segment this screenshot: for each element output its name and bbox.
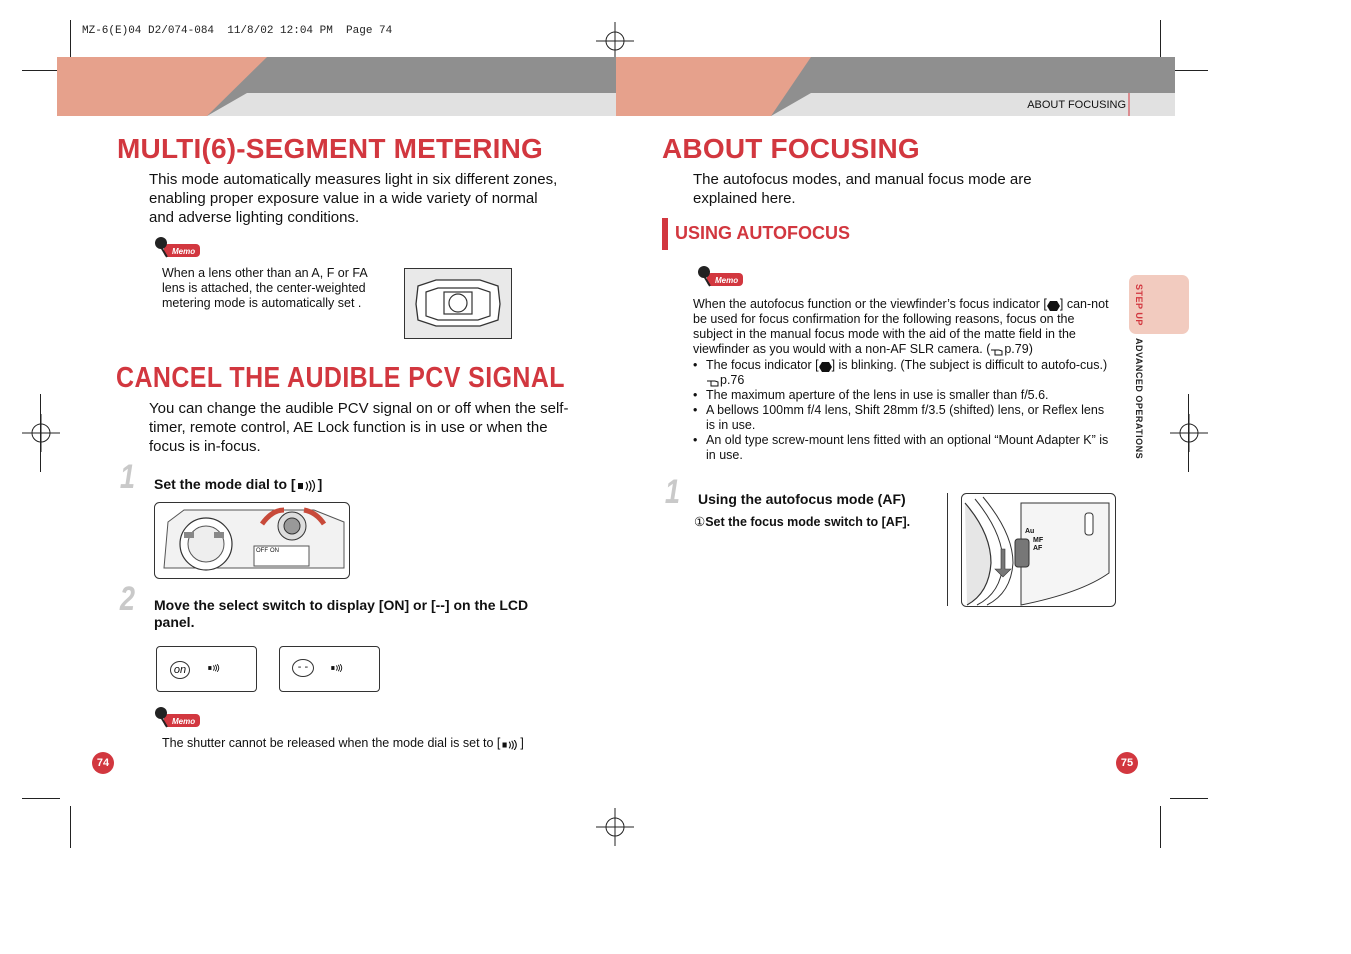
memo-pin-icon [695, 264, 745, 290]
step1-text [154, 476, 322, 493]
crop-mark [1170, 70, 1208, 71]
circled-one: ① [694, 515, 706, 529]
crop-mark [70, 806, 71, 848]
lcd-on-text: on [170, 661, 190, 679]
page-number-left: 74 [92, 752, 114, 774]
metering-memo-text: When a lens other than an A, F or FA lens is attached, the center-weighted metering mode is automatically set . [162, 266, 367, 310]
memo-label: Memo [172, 247, 196, 256]
memo-para-ref: p.79) [1004, 342, 1033, 356]
af-step-sub [694, 514, 910, 529]
beep-icon [330, 664, 344, 672]
pcv-memo-text [162, 736, 562, 751]
crop-mark [1170, 798, 1208, 799]
mode-dial-figure [154, 502, 350, 579]
list-item: • A bellows 100mm f/4 lens, Shift 28mm f/3.5 (shifted) lens, or Reflex lens is in use. [693, 403, 1113, 433]
subheading-autofocus: USING AUTOFOCUS [675, 223, 851, 243]
focusing-memo [693, 297, 1113, 463]
list-item: • An old type screw-mount lens fitted with an optional “Mount Adapter K” is in use. [693, 433, 1113, 463]
registration-mark-icon [22, 414, 60, 452]
memo-label: Memo [172, 717, 196, 726]
crop-mark [22, 798, 60, 799]
section-title-focusing: ABOUT FOCUSING [662, 133, 920, 164]
section-title-metering: MULTI(6)-SEGMENT METERING [117, 133, 544, 164]
lcd-panel-off [279, 646, 380, 692]
page-number-right: 75 [1116, 752, 1138, 774]
memo-pin-icon [152, 705, 202, 731]
left-header-band [57, 57, 616, 116]
crop-mark [1160, 806, 1161, 848]
pcv-memo-suffix: ] [520, 736, 524, 750]
lcd-panel-on [156, 646, 257, 692]
pcv-memo-label: The shutter cannot be released when the mode dial is set to [ [162, 736, 501, 750]
pointing-hand-icon [990, 345, 1004, 355]
switch-label-au: Au [1025, 528, 1035, 535]
side-tab-advanced: ADVANCED OPERATIONS [1134, 338, 1144, 460]
registration-mark-icon [596, 808, 634, 846]
crop-mark [1188, 394, 1189, 472]
focus-indicator-icon [1047, 300, 1060, 310]
crop-mark [40, 394, 41, 472]
list-item: • The focus indicator [ ] is blinking. (The subject is difficult to autofo-cus.) p.76 [693, 358, 1113, 388]
registration-mark-icon [1170, 414, 1208, 452]
crop-mark [22, 70, 60, 71]
registration-mark-icon [596, 22, 634, 60]
step-number: 1 [664, 473, 681, 511]
focus-mode-switch-figure [961, 493, 1116, 607]
focusing-memo-paragraph [693, 297, 1113, 357]
running-head: ABOUT FOCUSING [1027, 99, 1126, 111]
af-step-text: Using the autofocus mode (AF) [698, 491, 906, 507]
dial-off-label: OFF [256, 548, 268, 554]
step-number: 1 [119, 458, 136, 496]
switch-label-af: AF [1033, 545, 1043, 552]
memo-pin-icon [152, 235, 202, 261]
lcd-off-text: - - [292, 659, 314, 677]
dial-on-label: ON [270, 548, 279, 554]
list-item: • The maximum aperture of the lens in use is smaller than f/5.6. [693, 388, 1113, 403]
step-number: 2 [119, 580, 136, 618]
switch-label-mf: MF [1033, 537, 1044, 544]
beep-icon [500, 739, 520, 749]
section-title-pcv: CANCEL THE AUDIBLE PCV SIGNAL [116, 362, 565, 394]
af-step-sub-label: Set the focus mode switch to [AF]. [705, 515, 911, 529]
step1-suffix: ] [317, 476, 323, 492]
figure-rule [947, 493, 948, 606]
metering-body: This mode automatically measures light in six different zones, enabling proper exposure value in a wide variety of normal and adverse lighting conditions. [149, 171, 558, 226]
beep-icon [207, 664, 221, 672]
focusing-intro: The autofocus modes, and manual focus mode are explained here. [693, 171, 1032, 207]
print-slug: MZ-6(E)04 D2/074-084 11/8/02 12:04 PM Page 74 [82, 25, 393, 37]
side-tab-step-up: STEP UP [1134, 284, 1144, 326]
focus-indicator-icon [819, 361, 832, 371]
memo-para-a: When the autofocus function or the viewfinder’s focus indicator [ [693, 297, 1047, 311]
beep-icon [296, 479, 318, 491]
metering-pattern-figure [404, 268, 512, 339]
pointing-hand-icon [706, 376, 720, 386]
pcv-body: You can change the audible PCV signal on or off when the self-timer, remote control, AE Lock function is in use or when the focus is in-focus. [149, 400, 569, 455]
focusing-memo-bullets [693, 358, 1113, 463]
step1-label: Set the mode dial to [ [154, 476, 296, 492]
subheading-bar [662, 218, 668, 250]
memo-label: Memo [715, 276, 739, 285]
memo-para-b: ] can-not be used for focus confirmation for the following reasons, focus on the subject in the manual focus mode with the aid of the matte field in the viewfinder as you would with a non-AF SLR camera. ( [693, 297, 1109, 356]
step2-text: Move the select switch to display [ON] or [--] on the LCD panel. [154, 597, 529, 630]
